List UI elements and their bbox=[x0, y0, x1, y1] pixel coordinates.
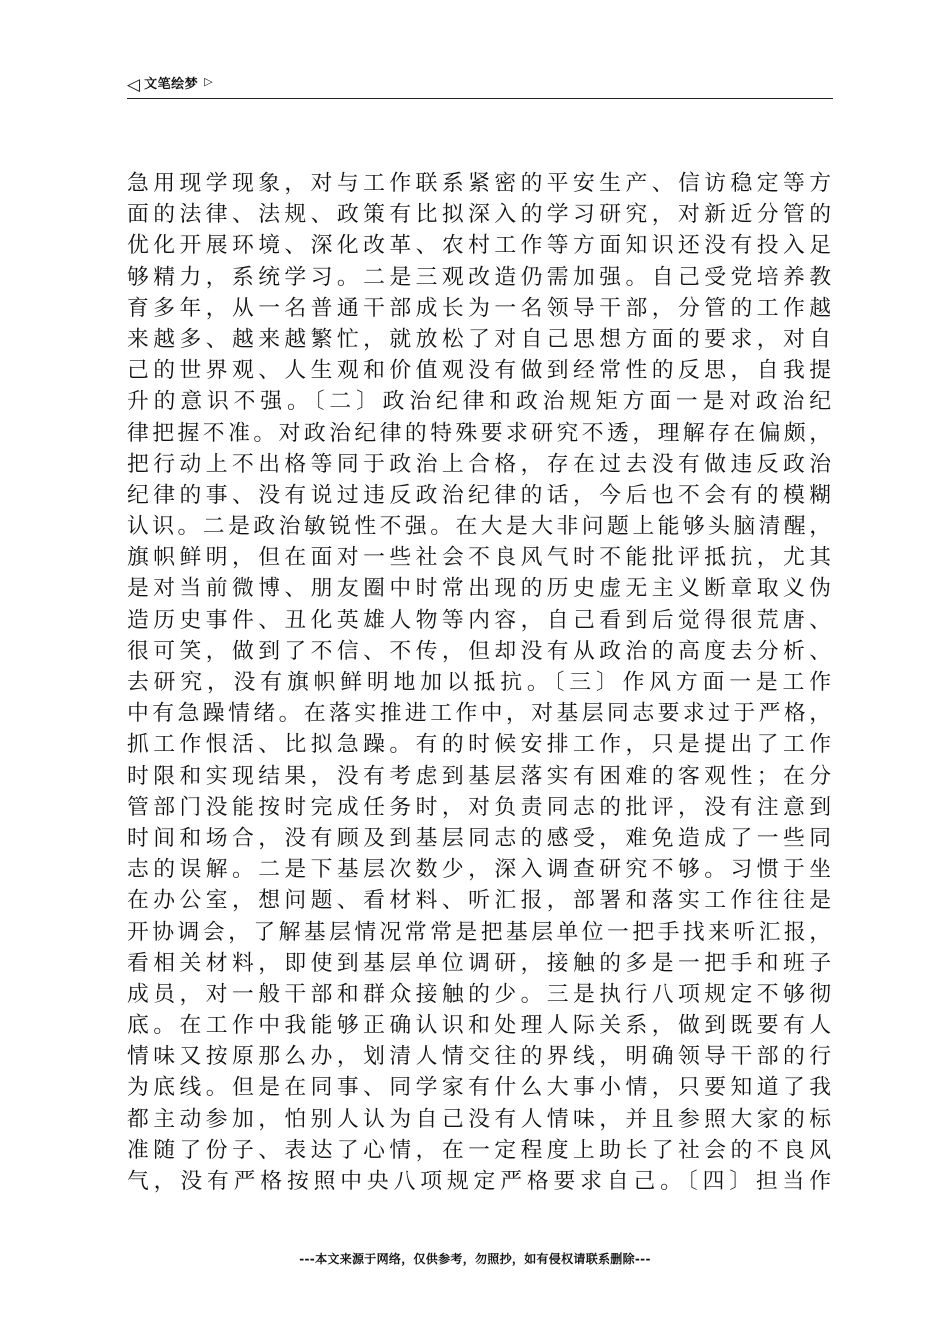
body-line: 时间和场合，没有顾及到基层同志的感受，难免造成了一些同 bbox=[127, 825, 833, 851]
body-text bbox=[127, 168, 833, 1197]
right-triangle-icon: ▷ bbox=[204, 75, 213, 88]
body-line: 育多年，从一名普通干部成长为一名领导干部，分管的工作越 bbox=[127, 295, 833, 321]
body-line: 够精力，系统学习。二是三观改造仍需加强。自己受党培养教 bbox=[127, 264, 833, 290]
body-line: 时限和实现结果，没有考虑到基层落实有困难的客观性；在分 bbox=[127, 763, 833, 789]
body-line: 很可笑，做到了不信、不传，但却没有从政治的高度去分析、 bbox=[127, 638, 833, 664]
body-line: 都主动参加，怕别人认为自己没有人情味，并且参照大家的标 bbox=[127, 1106, 833, 1132]
body-line: 成员，对一般干部和群众接触的少。三是执行八项规定不够彻 bbox=[127, 981, 833, 1007]
body-line: 把行动上不出格等同于政治上合格，存在过去没有做违反政治 bbox=[127, 451, 833, 477]
body-line: 造历史事件、丑化英雄人物等内容，自己看到后觉得很荒唐、 bbox=[127, 607, 833, 633]
body-line: 旗帜鲜明，但在面对一些社会不良风气时不能批评抵抗，尤其 bbox=[127, 545, 833, 571]
brand-name: 文笔绘梦 bbox=[144, 77, 199, 92]
body-line: 升的意识不强。〔二〕政治纪律和政治规矩方面一是对政治纪 bbox=[127, 389, 833, 415]
body-line: 情味又按原那么办，划清人情交往的界线，明确领导干部的行 bbox=[127, 1044, 833, 1070]
page-header bbox=[127, 74, 833, 99]
body-line: 去研究，没有旗帜鲜明地加以抵抗。〔三〕作风方面一是工作 bbox=[127, 670, 833, 695]
body-line: 纪律的事、没有说过违反政治纪律的话，今后也不会有的模糊 bbox=[127, 482, 833, 508]
body-line: 气，没有严格按照中央八项规定严格要求自己。〔四〕担当作 bbox=[127, 1169, 833, 1194]
body-line: 底。在工作中我能够正确认识和处理人际关系，做到既要有人 bbox=[127, 1013, 833, 1039]
body-line: 管部门没能按时完成任务时，对负责同志的批评，没有注意到 bbox=[127, 794, 833, 820]
body-line: 认识。二是政治敏锐性不强。在大是大非问题上能够头脑清醒， bbox=[127, 514, 833, 540]
body-line: 律把握不准。对政治纪律的特殊要求研究不透，理解存在偏颇， bbox=[127, 420, 833, 446]
brand-logo bbox=[127, 74, 213, 96]
body-line: 在办公室，想问题、看材料、听汇报，部署和落实工作往往是 bbox=[127, 888, 833, 914]
body-line: 面的法律、法规、政策有比拟深入的学习研究，对新近分管的 bbox=[127, 202, 833, 228]
body-line: 优化开展环境、深化改革、农村工作等方面知识还没有投入足 bbox=[127, 233, 833, 259]
body-line: 志的误解。二是下基层次数少，深入调查研究不够。习惯于坐 bbox=[127, 857, 833, 883]
body-line: 是对当前微博、朋友圈中时常出现的历史虚无主义断章取义伪 bbox=[127, 576, 833, 602]
body-line: 急用现学现象，对与工作联系紧密的平安生产、信访稳定等方 bbox=[127, 171, 833, 196]
body-line: 开协调会，了解基层情况常常是把基层单位一把手找来听汇报， bbox=[127, 919, 833, 945]
body-line: 为底线。但是在同事、同学家有什么大事小情，只要知道了我 bbox=[127, 1075, 833, 1101]
body-line: 抓工作恨活、比拟急躁。有的时候安排工作，只是提出了工作 bbox=[127, 732, 833, 758]
body-line: 中有急躁情绪。在落实推进工作中，对基层同志要求过于严格， bbox=[127, 701, 833, 727]
body-line: 来越多、越来越繁忙，就放松了对自己思想方面的要求，对自 bbox=[127, 326, 833, 352]
body-line: 准随了份子、表达了心情，在一定程度上助长了社会的不良风 bbox=[127, 1137, 833, 1163]
body-line: 己的世界观、人生观和价值观没有做到经常性的反思，自我提 bbox=[127, 358, 833, 384]
left-triangle-icon: ◁ bbox=[127, 75, 141, 95]
body-line: 看相关材料，即使到基层单位调研，接触的多是一把手和班子 bbox=[127, 950, 833, 976]
footer-disclaimer: ---本文来源于网络，仅供参考，勿照抄，如有侵权请联系删除--- bbox=[299, 1252, 651, 1266]
